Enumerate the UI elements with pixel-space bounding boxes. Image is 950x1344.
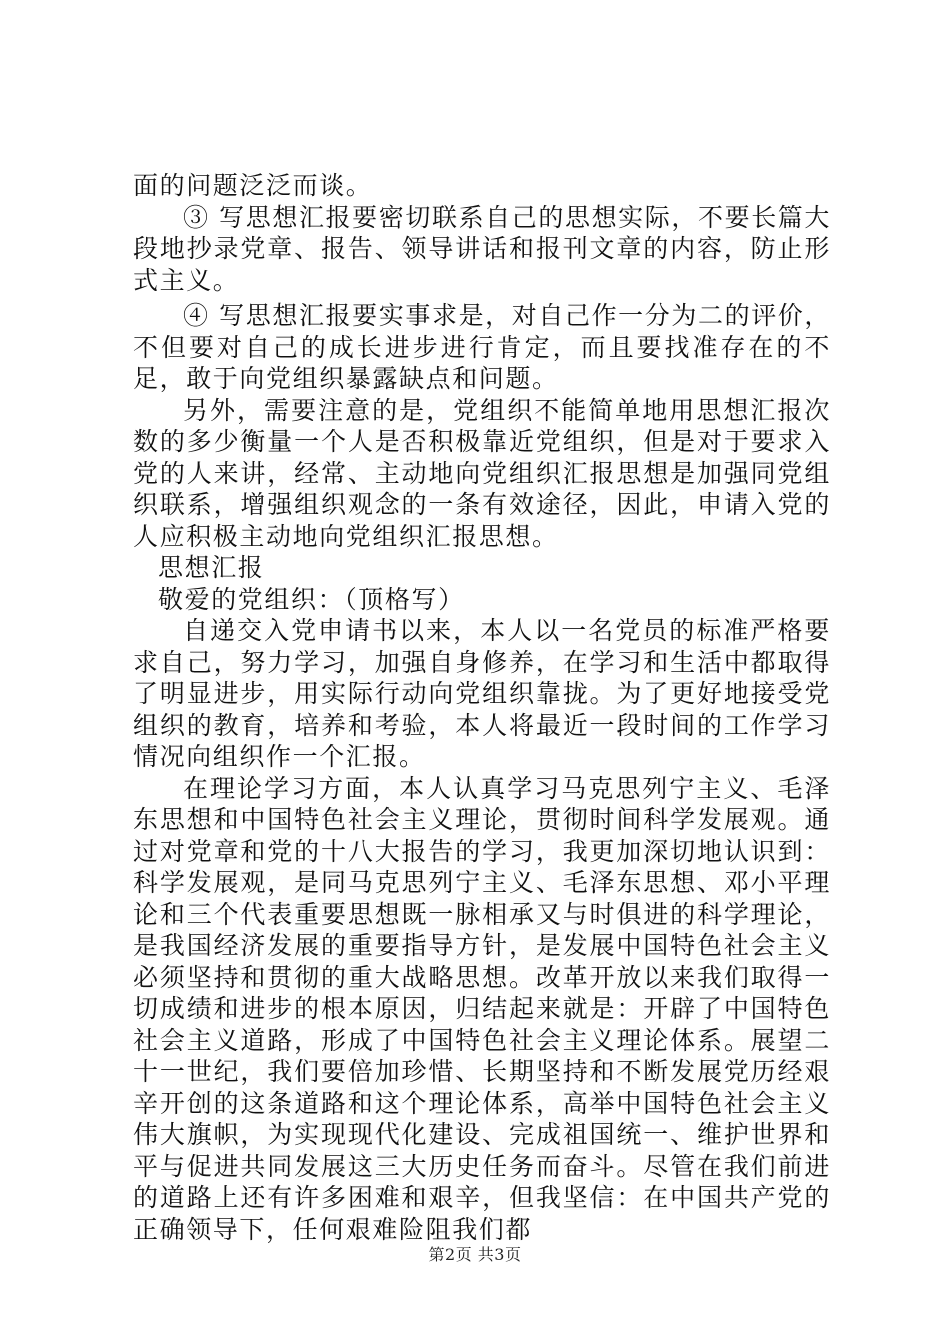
paragraph-point-4: ④ 写思想汇报要实事求是，对自己作一分为二的评价，不但要对自己的成长进步进行肯定，而且要找准存在的不足，敢于向党组织暴露缺点和问题。 <box>133 301 831 393</box>
paragraph-note: 另外，需要注意的是，党组织不能简单地用思想汇报次数的多少衡量一个人是否积极靠近党组织，但是对于要求入党的人来讲，经常、主动地向党组织汇报思想是加强同党组织联系，增强组织观念的一条有效途径，因此，申请入党的人应积极主动地向党组织汇报思想。 <box>133 395 831 551</box>
paragraph-intro: 自递交入党申请书以来，本人以一名党员的标准严格要求自己，努力学习，加强自身修养，在学习和生活中都取得了明显进步，用实际行动向党组织靠拢。为了更好地接受党组织的教育，培养和考验，本人将最近一段时间的工作学习情况向组织作一个汇报。 <box>133 616 831 771</box>
paragraph-continuation: 面的问题泛泛而谈。 <box>133 171 373 200</box>
paragraph-point-3: ③ 写思想汇报要密切联系自己的思想实际，不要长篇大段地抄录党章、报告、领导讲话和报刊文章的内容，防止形式主义。 <box>133 202 831 295</box>
report-title: 思想汇报 <box>158 553 265 582</box>
salutation: 敬爱的党组织：（顶格写） <box>158 584 465 614</box>
paragraph-theory-study: 在理论学习方面，本人认真学习马克思列宁主义、毛泽东思想和中国特色社会主义理论，贯彻时间科学发展观。通过对党章和党的十八大报告的学习，我更加深切地认识到：科学发展观，是同马克思列宁主义、毛泽东思想、邓小平理论和三个代表重要思想既一脉相承又与时俱进的科学理论，是我国经济发展的重要指导方针，是发展中国特色社会主义必须坚持和贯彻的重大战略思想。改革开放以来我们取得一切成绩和进步的根本原因，归结起来就是：开辟了中国特色社会主义道路，形成了中国特色社会主义理论体系。展望二十一世纪，我们要倍加珍惜、长期坚持和不断发展党历经艰辛开创的这条道路和这个理论体系，高举中国特色社会主义伟大旗帜，为实现现代化建设、完成祖国统一、维护世界和平与促进共同发展这三大历史任务而奋斗。尽管在我们前进的道路上还有许多困难和艰辛，但我坚信：在中国共产党的正确领导下，任何艰难险阻我们都 <box>133 773 831 1244</box>
page-number-footer: 第2页 共3页 <box>428 1245 522 1264</box>
document-body <box>133 170 831 1245</box>
